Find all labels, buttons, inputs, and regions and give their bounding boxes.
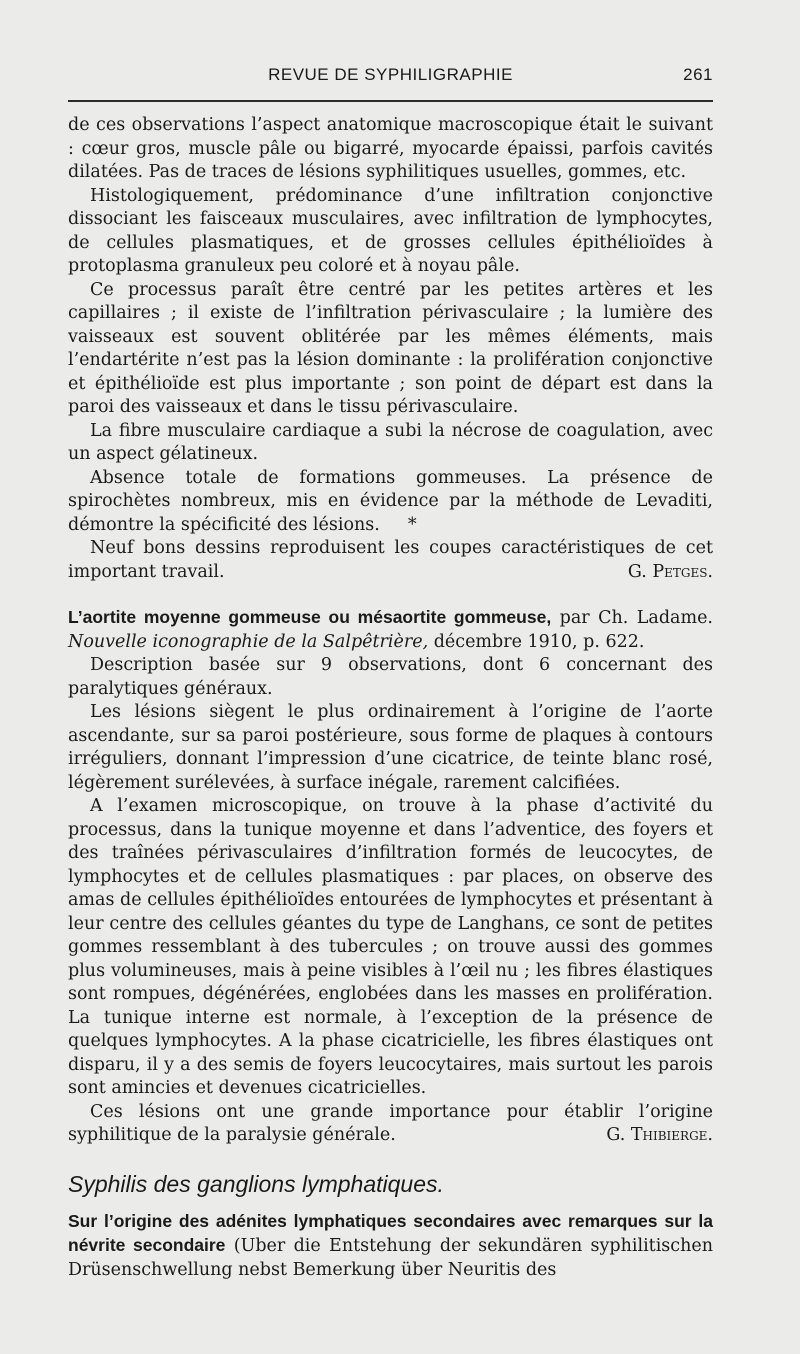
section-subtitle-rest: (Uber die Entstehung der sekundären syphilitischen Drüsenschwellung nebst Bemerkung über Neuritis des: [68, 1236, 713, 1280]
article1-paragraph-1: de ces observations l’aspect anatomique macroscopique était le suivant : cœur gros, muscle pâle ou bigarré, myocarde épaissi, parfois cavités dilatées. Pas de traces de lésions syphilitiques usuelles, gommes, etc.: [68, 115, 713, 182]
margin-mark: *: [407, 514, 417, 535]
article2-paragraph-1: Description basée sur 9 observations, dont 6 concernant des paralytiques généraux.: [68, 655, 713, 699]
article1-paragraph-6: [68, 537, 713, 584]
signature-petges: G. Petges.: [627, 561, 713, 582]
section-heading: Syphilis des ganglions lymphatiques.: [68, 1170, 444, 1197]
article1-paragraph-2: Histologiquement, prédominance d’une infiltration conjonctive dissociant les faisceaux musculaires, avec infiltration de lymphocytes, de cellules plasmatiques, et de grosses cellules épithélioïdes à protoplasma granuleux peu coloré et à noyau pâle.: [68, 185, 713, 276]
article2-journal: Nouvelle iconographie de la Salpêtrière,: [68, 631, 429, 652]
article1-paragraph-6-text: Neuf bons dessins reproduisent les coupes caractéristiques de cet important travail.: [68, 538, 713, 582]
article2-author: par Ch. Ladame.: [559, 608, 713, 628]
journal-title: REVUE DE SYPHILIGRAPHIE: [268, 65, 513, 84]
article1-paragraph-3: Ce processus paraît être centré par les petites artères et les capillaires ; il existe de l’infiltration périvasculaire ; la lumière des vaisseaux est souvent oblitérée par les mêmes éléments, mais l’endartérite n’est pas la lésion dominante : la prolifération conjonctive et épithélioïde est plus importante ; son point de départ est dans la paroi des vaisseaux et dans le tissu périvasculaire.: [68, 279, 713, 417]
header-rule: [68, 100, 713, 102]
article1-paragraph-4: La fibre musculaire cardiaque a subi la nécrose de coagulation, avec un aspect gélatineux.: [68, 420, 713, 464]
running-header: [68, 58, 713, 88]
article2-title-bold: L’aortite moyenne gommeuse ou mésaortite gommeuse,: [68, 607, 552, 627]
article2-paragraph-3: A l’examen microscopique, on trouve à la phase d’activité du processus, dans la tunique moyenne et dans l’adventice, des foyers et des traînées périvasculaires d’infiltration formés de leucocytes, de lymphocytes et de cellules plasmatiques : par places, on observe des amas de cellules épithélioïdes entourées de lymphocytes et présentant à leur centre des cellules géantes du type de Langhans, ce sont de petites gommes ressemblant à des tubercules ; on trouve aussi des gommes plus volumineuses, mais à peine visibles à l’œil nu ; les fibres élastiques sont rompues, dégénérées, englobées dans les masses en prolifération. La tunique interne est normale, à l’exception de la présence de quelques lymphocytes. A la phase cicatricielle, les fibres élastiques ont disparu, il y a des semis de foyers leucocytaires, mais surtout les parois sont amincies et devenues cicatricielles.: [68, 796, 713, 1098]
page: [68, 58, 713, 1282]
section-subtitle-bold: Sur l’origine des adénites lymphatiques secondaires avec remarques sur la névrite secondaire: [68, 1210, 713, 1255]
article1-paragraph-5: [68, 467, 713, 538]
article2-paragraph-2: Les lésions siègent le plus ordinairement à l’origine de l’aorte ascendante, sur sa paroi postérieure, sous forme de plaques à contours irréguliers, donnant l’impression d’une cicatrice, de teinte blanc rosé, légèrement surélevées, à surface inégale, rarement calcifiées.: [68, 702, 713, 793]
article1-paragraph-5-text: Absence totale de formations gommeuses. La présence de spirochètes nombreux, mis en évidence par la méthode de Levaditi, démontre la spécificité des lésions.: [68, 467, 713, 535]
article2-paragraph-4: [68, 1101, 713, 1148]
page-number: 261: [683, 65, 713, 84]
section-subtitle: [68, 1210, 713, 1283]
article2-date: décembre 1910, p. 622.: [433, 631, 645, 652]
signature-thibierge: G. Thibierge.: [606, 1125, 713, 1145]
article2-paragraph-4-text: Ces lésions ont une grande importance pour établir l’origine syphilitique de la paralysie générale.: [68, 1101, 713, 1145]
article2-title: [68, 606, 713, 654]
